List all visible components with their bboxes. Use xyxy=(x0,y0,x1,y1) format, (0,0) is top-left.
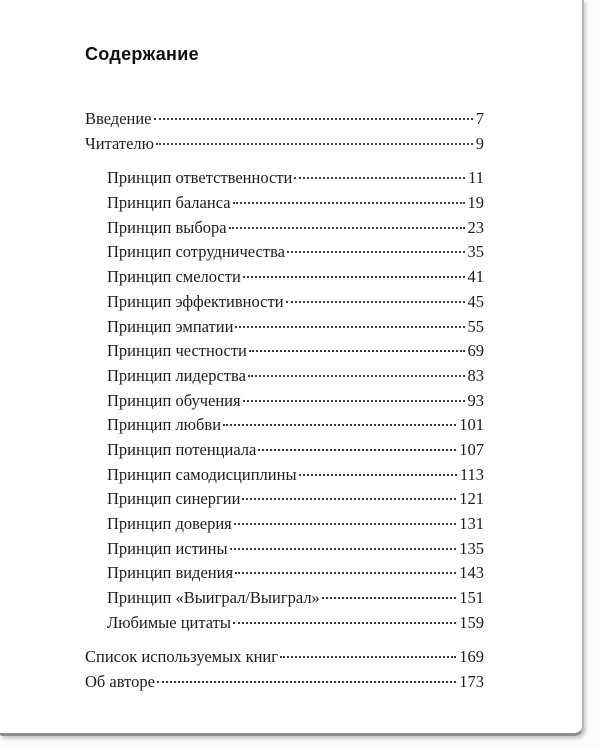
toc-entry xyxy=(107,193,484,218)
toc-entry-page: 131 xyxy=(459,514,484,533)
toc-entry xyxy=(107,588,484,613)
toc-entry-page: 151 xyxy=(459,588,484,608)
dot-leader xyxy=(234,523,456,525)
toc-entry-label: Принцип лидерства xyxy=(107,365,246,385)
toc-entry-label: Принцип сотрудничества xyxy=(107,242,285,262)
dot-leader xyxy=(294,177,465,179)
dot-leader xyxy=(230,548,457,550)
dot-leader xyxy=(249,350,465,352)
toc-entry-label: Принцип эффективности xyxy=(107,291,284,311)
toc-entry-page: 135 xyxy=(459,538,484,558)
toc-entry-page: 41 xyxy=(467,267,484,287)
toc-content xyxy=(85,44,484,697)
toc-entry xyxy=(107,514,484,539)
dot-leader xyxy=(287,251,465,253)
toc-entry xyxy=(107,613,484,638)
toc-entry-page: 173 xyxy=(459,672,484,692)
dot-leader xyxy=(322,597,456,599)
dot-leader xyxy=(157,681,456,683)
toc-entry xyxy=(107,415,484,440)
toc-entry xyxy=(85,647,484,672)
toc-entry xyxy=(107,341,484,366)
toc-entry-page: 159 xyxy=(459,612,484,632)
dot-leader xyxy=(299,474,457,476)
toc-entry-label: Принцип синергии xyxy=(107,489,241,509)
toc-entry xyxy=(107,440,484,465)
toc-entry-label: Введение xyxy=(85,109,152,128)
toc-entry-page: 121 xyxy=(459,489,484,509)
dot-leader xyxy=(243,400,465,402)
toc-entry-page: 45 xyxy=(467,291,484,311)
toc-entry-label: Принцип выбора xyxy=(107,217,227,237)
dot-leader xyxy=(235,326,464,328)
toc-entry-page: 169 xyxy=(459,647,484,667)
toc-entry xyxy=(107,391,484,416)
toc-entry-label: Список используемых книг xyxy=(85,647,279,667)
toc-entry-label: Принцип любви xyxy=(107,415,222,435)
dot-leader xyxy=(229,227,465,229)
toc-entry-label: Принцип самодисциплины xyxy=(107,464,297,484)
toc-entry-label: Принцип эмпатии xyxy=(107,316,234,336)
toc-entry xyxy=(107,218,484,243)
toc-entry-page: 23 xyxy=(467,217,484,237)
toc-entry-page: 83 xyxy=(467,365,484,385)
toc-entry-label: Любимые цитаты xyxy=(107,612,231,632)
toc-entry-label: Принцип смелости xyxy=(107,267,241,287)
dot-leader xyxy=(243,276,465,278)
toc-entry xyxy=(107,563,484,588)
toc-entry xyxy=(107,539,484,564)
dot-leader xyxy=(154,118,473,120)
toc-entry-page: 35 xyxy=(467,242,484,262)
toc-entry-page: 55 xyxy=(467,316,484,336)
dot-leader xyxy=(248,375,465,377)
toc-entry-label: Принцип обучения xyxy=(107,390,241,410)
toc-entry-page: 69 xyxy=(467,341,484,361)
toc-entry xyxy=(107,317,484,342)
toc-entry-page: 101 xyxy=(459,415,484,435)
toc-entry-label: Принцип видения xyxy=(107,563,234,583)
toc-entry xyxy=(107,168,484,193)
toc-entry xyxy=(107,267,484,292)
dot-leader xyxy=(258,449,456,451)
dot-leader xyxy=(280,656,456,658)
toc-entry-page: 11 xyxy=(468,168,484,188)
toc-entry xyxy=(85,134,484,159)
toc-entry-label: Принцип честности xyxy=(107,341,247,361)
toc-entry-label: Принцип баланса xyxy=(107,193,231,213)
toc-entry-page: 7 xyxy=(475,109,484,128)
toc-entry xyxy=(107,292,484,317)
toc-entry-page: 9 xyxy=(475,133,484,153)
toc-entry-page: 113 xyxy=(459,464,484,484)
toc-entry-label: Принцип «Выиграл/Выиграл» xyxy=(107,588,320,608)
toc-entry-page: 107 xyxy=(459,439,484,459)
toc-entry-label: Принцип ответственности xyxy=(107,168,293,188)
toc-entry-label: Принцип потенциала xyxy=(107,439,257,459)
toc-entry-label: Об авторе xyxy=(85,672,155,692)
dot-leader xyxy=(286,301,465,303)
toc-entry xyxy=(107,366,484,391)
toc-entry xyxy=(107,465,484,490)
dot-leader xyxy=(223,424,456,426)
toc-entry-label: Принцип доверия xyxy=(107,514,232,533)
dot-leader xyxy=(233,622,456,624)
dot-leader xyxy=(233,202,465,204)
dot-leader xyxy=(235,572,456,574)
toc-entry xyxy=(107,242,484,267)
toc-entry xyxy=(85,109,484,134)
toc-entry-label: Принцип истины xyxy=(107,538,228,558)
dot-leader xyxy=(242,498,456,500)
toc-list xyxy=(85,109,484,697)
toc-entry xyxy=(107,489,484,514)
dot-leader xyxy=(156,143,473,145)
toc-entry-page: 93 xyxy=(467,390,484,410)
toc-entry-label: Читателю xyxy=(85,133,154,153)
toc-entry-page: 19 xyxy=(467,193,484,213)
toc-entry-page: 143 xyxy=(459,563,484,583)
toc-entry xyxy=(85,672,484,697)
page-title: Содержание xyxy=(85,44,199,64)
